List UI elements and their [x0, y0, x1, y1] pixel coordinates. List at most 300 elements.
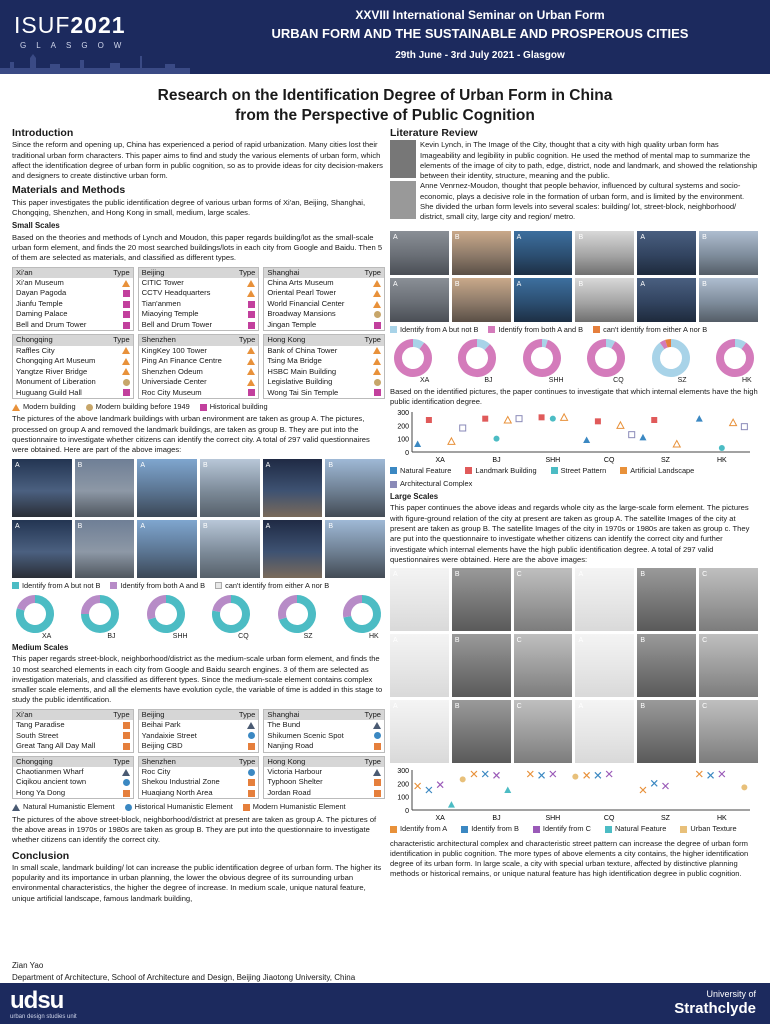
legend-swatch-icon	[461, 826, 468, 833]
place-name: Roc City	[141, 766, 171, 776]
donut-chart	[519, 338, 565, 384]
table-row	[264, 288, 384, 299]
table-row	[13, 320, 133, 331]
photo-tile	[699, 278, 758, 322]
donut-slice	[398, 343, 428, 373]
udsu-logo: udsu	[10, 987, 64, 1014]
photo-label: B	[203, 461, 208, 469]
donut-chart	[712, 338, 758, 384]
right-photos	[390, 231, 758, 322]
legend-item	[620, 466, 694, 476]
table-row	[139, 741, 259, 752]
place-name: Chaotianmen Wharf	[16, 766, 84, 776]
photo-label: A	[140, 461, 145, 469]
legend-label: Identify from B	[471, 824, 519, 834]
place-name: Legislative Building	[267, 377, 333, 387]
place-name: Jordan Road	[267, 787, 311, 797]
modern-marker-icon	[248, 790, 255, 797]
y-tick-label: 100	[397, 436, 409, 444]
data-point	[584, 773, 590, 779]
photo-tile	[514, 231, 573, 275]
table-row	[139, 367, 259, 378]
donut-slice	[462, 343, 492, 373]
photo-tile	[699, 700, 758, 763]
table-row	[13, 767, 133, 778]
photo-label: C	[516, 571, 522, 579]
legend-swatch-icon	[620, 467, 627, 474]
data-point	[550, 771, 556, 777]
photo-tile	[390, 700, 449, 763]
photo-label: B	[640, 703, 645, 711]
photo-tile	[200, 459, 260, 517]
photo-label: A	[393, 571, 398, 579]
place-name: Raffles City	[16, 345, 55, 355]
data-point	[606, 771, 612, 777]
city-table	[138, 709, 260, 753]
table-row	[264, 367, 384, 378]
legend-swatch-icon	[551, 467, 558, 474]
chart-legend	[390, 466, 758, 490]
photo-tile	[637, 700, 696, 763]
historical-marker-icon	[248, 311, 255, 318]
table-row	[13, 741, 133, 752]
modern-marker-icon	[248, 743, 255, 750]
photo-label: A	[393, 637, 398, 645]
y-tick-label: 300	[397, 409, 409, 417]
photo-label: B	[77, 522, 83, 530]
legend-label: Architectural Complex	[400, 478, 473, 488]
legend-swatch-icon	[390, 481, 397, 488]
photo-label: A	[393, 233, 398, 241]
data-point	[426, 417, 432, 423]
table-type-header: Type	[364, 709, 382, 719]
data-point	[640, 787, 646, 793]
data-point	[651, 417, 657, 423]
place-name: Shekou Industrial Zone	[141, 777, 220, 787]
small-text2: The pictures of the above landmark buildings with urban environment are taken as group A. The pictures, processed on group A and removed the landmark buildings, are taken as group B. They are put into the questionnaire to investigate whether citizens can identify the correct city. A total of 297 valid questionnaires were obtained. Here are part of the above images:	[12, 414, 370, 455]
author-block	[12, 960, 355, 984]
element-chart	[390, 408, 758, 490]
legend-item	[390, 479, 472, 489]
photo-tile	[514, 634, 573, 697]
place-name: Daming Palace	[16, 309, 68, 319]
moudon-block	[390, 181, 758, 222]
place-name: Jingan Temple	[267, 319, 317, 329]
modern-marker-icon	[373, 368, 381, 375]
lynch-text: Kevin Lynch, in The Image of the City, thought that a city with high quality urban form has Imageability and legibility in public cognition. He used the method of mental map to summarize the elements of the image of city to path, edge, district, node and landmark, and showed the relationship between their identity, structure, meaning and the public.	[420, 140, 758, 181]
place-name: Tang Paradise	[16, 720, 65, 730]
legend-swatch-icon	[465, 467, 472, 474]
modern-marker-icon	[247, 379, 255, 386]
right-donuts	[390, 338, 758, 384]
photo-label: B	[640, 637, 645, 645]
materials-text: This paper investigates the public identification degree of various urban forms of Xi'an, Beijing, Shanghai, Chongqing, Shenzhen, and Hong Kong in small, medium, large scales.	[12, 197, 366, 218]
data-point	[539, 414, 545, 420]
modern-marker-icon	[122, 280, 130, 287]
modern-marker-icon	[122, 347, 130, 354]
table-city: Hong Kong	[267, 335, 306, 345]
right-donut-legend: Identify from A but not B Identify from both A and B can't identify from either A nor B	[390, 325, 758, 335]
donut-city-label: XA	[42, 632, 52, 640]
y-tick-label: 100	[397, 794, 409, 802]
modern-marker-icon	[373, 280, 381, 287]
photo-label: C	[516, 703, 522, 711]
photo-tile	[137, 459, 197, 517]
photo-label: A	[15, 522, 20, 530]
place-name: Wong Tai Sin Temple	[267, 387, 339, 397]
donut-city-label: SZ	[303, 632, 313, 640]
donut-chart	[208, 594, 254, 640]
data-point	[539, 773, 545, 779]
photo-label: A	[578, 637, 584, 645]
data-point	[639, 433, 646, 440]
photo-tile	[390, 231, 449, 275]
table-row	[139, 767, 259, 778]
place-name: Tsing Ma Bridge	[267, 356, 322, 366]
conclusion-text-cont: characteristic architectural complex and characteristic street pattern can increase the degree of urban form identification in public cognition. The more types of above elements a city contains, the higher identification degree of its urban form. In large scale, a city with special urban texture, affected by distinctive planning methods or historical remains, or unique natural feature has high identification degree in public cognition.	[390, 838, 749, 879]
x-tick-label: HK	[716, 815, 727, 823]
city-table	[138, 267, 260, 332]
donut-slice	[347, 599, 362, 617]
natural-marker-icon	[373, 722, 381, 729]
table-row	[13, 288, 133, 299]
small-text: Based on the theories and methods of Lynch and Moudon, this paper regards building/lot as the small-scale urban form element, and finds the 20 most searched buildings/lots in each city from Google and Baidu. Then 5 of them are selected as materials, and classified as different types.	[12, 232, 383, 263]
large-chart	[390, 766, 758, 834]
place-name: Typhoon Shelter	[267, 777, 323, 787]
donut-city-label: SHH	[172, 632, 188, 640]
table-row	[13, 731, 133, 742]
place-name: Yandaixie Street	[141, 730, 197, 740]
legend-item	[533, 824, 591, 834]
photo-tile	[390, 278, 449, 322]
legend-label: Artificial Landscape	[630, 465, 695, 475]
table-row	[13, 278, 133, 289]
photo-tile	[699, 634, 758, 697]
photo-tile	[12, 520, 72, 578]
table-row	[264, 320, 384, 331]
place-name: Huguang Guild Hall	[16, 387, 82, 397]
isuf-logo: ISUF2021	[14, 12, 126, 38]
city-table	[12, 334, 134, 399]
legend-item	[551, 466, 607, 476]
table-row	[264, 388, 384, 399]
legend-label: Identify from A	[400, 824, 448, 834]
photo-label: B	[454, 280, 460, 288]
table-row	[264, 346, 384, 357]
x-tick-label: XA	[435, 456, 445, 464]
conclusion-heading: Conclusion	[12, 849, 70, 862]
natural-marker-icon	[373, 769, 381, 776]
table-type-header: Type	[364, 335, 382, 345]
natural-marker-icon	[247, 722, 255, 729]
photo-label: A	[393, 280, 398, 288]
table-row	[264, 299, 384, 310]
chart-legend	[390, 824, 758, 834]
donut-city-label: SZ	[677, 376, 687, 384]
table-row	[139, 777, 259, 788]
photo-tile	[514, 278, 573, 322]
y-tick-label: 200	[397, 422, 409, 430]
table-row	[13, 720, 133, 731]
place-name: Great Tang All Day Mall	[16, 741, 96, 751]
donut-chart	[143, 594, 189, 640]
data-point	[719, 771, 725, 777]
x-tick-label: SZ	[661, 815, 670, 823]
lynch-block	[390, 140, 758, 181]
data-point	[572, 774, 578, 780]
photo-tile	[637, 231, 696, 275]
data-point	[448, 437, 455, 444]
donut-city-label: CQ	[238, 632, 249, 640]
photo-label: B	[454, 571, 460, 579]
table-type-header: Type	[364, 267, 382, 277]
photo-tile	[452, 568, 511, 631]
photo-label: A	[393, 703, 398, 711]
place-name: Roc City Museum	[141, 387, 202, 397]
data-point	[494, 435, 500, 441]
photo-label: B	[578, 280, 584, 288]
data-point	[696, 415, 703, 422]
place-name: Universiade Center	[141, 377, 207, 387]
donut-slice	[21, 599, 35, 609]
place-name: Bell and Drum Tower	[16, 319, 87, 329]
udsu-subtitle: urban design studies unit	[10, 1014, 77, 1020]
table-type-header: Type	[238, 709, 256, 719]
data-point	[471, 771, 477, 777]
modern-marker-icon	[247, 368, 255, 375]
place-name: Jianfu Temple	[16, 298, 63, 308]
photo-tile	[637, 634, 696, 697]
legend-label: Natural Feature	[614, 824, 667, 834]
place-name: Nanjing Road	[267, 741, 314, 751]
moudon-portrait	[390, 181, 416, 219]
pre1949-marker-icon	[374, 311, 381, 318]
photo-label: A	[640, 280, 645, 288]
photo-tile	[514, 568, 573, 631]
legend-label: Identify from C	[542, 824, 591, 834]
photo-tile	[699, 231, 758, 275]
right-mid-text: Based on the identified pictures, the paper continues to investigate that which internal elements have the high public identification degree.	[390, 386, 758, 407]
place-name: South Street	[16, 730, 59, 740]
historical-marker-icon	[248, 301, 255, 308]
photo-tile	[452, 700, 511, 763]
photo-tile	[12, 459, 72, 517]
table-type-header: Type	[238, 267, 256, 277]
table-type-header: Type	[113, 267, 130, 277]
donut-city-label: BJ	[484, 376, 493, 384]
city-table	[138, 334, 260, 399]
data-point	[426, 787, 432, 793]
place-name: The Bund	[267, 720, 301, 730]
data-point	[719, 445, 725, 451]
place-name: Beijing CBD	[141, 741, 183, 751]
photo-tile	[452, 278, 511, 322]
data-point	[730, 419, 737, 426]
photo-tile	[637, 278, 696, 322]
data-point	[583, 436, 590, 443]
city-table	[263, 709, 385, 753]
table-row	[13, 309, 133, 320]
intro-text: Since the reform and opening up, China has experienced a period of rapid urbanization. Many cities lost their traditional urban form characters. This paper aims to find and study the various elements of urban form, which affect the identification degree of urban form in public cognition, so as to provide ideas for city decision-makers and designers to create distinctive urban form.	[12, 140, 383, 181]
donut-city-label: SHH	[548, 376, 564, 384]
logo-city: GLASGOW	[20, 41, 132, 50]
pre1949-marker-icon	[374, 379, 381, 386]
table-row	[264, 731, 384, 742]
place-name: World Financial Center	[267, 298, 345, 308]
photo-label: B	[454, 233, 460, 241]
x-tick-label: CQ	[603, 815, 615, 823]
photo-label: B	[77, 461, 83, 469]
small-photos	[12, 459, 385, 578]
modern-marker-icon	[374, 790, 381, 797]
small-tables	[12, 267, 385, 400]
donut-slice	[85, 599, 100, 614]
date-line: 29th June - 3rd July 2021 - Glasgow	[395, 50, 565, 61]
data-point	[550, 415, 556, 421]
place-name: Victoria Harbour	[267, 766, 323, 776]
donut-slice	[527, 343, 557, 373]
right-column	[390, 128, 758, 880]
photo-tile	[637, 568, 696, 631]
y-tick-label: 200	[397, 781, 409, 789]
data-point	[482, 771, 488, 777]
table-city: Beijing	[141, 267, 165, 277]
place-name: Xi'an Museum	[16, 277, 64, 287]
legend-label: Urban Texture	[690, 824, 737, 834]
data-point	[516, 415, 522, 421]
table-city: Chongqing	[16, 756, 53, 766]
table-row	[264, 720, 384, 731]
medium-text2: The pictures of the above street-block, neighborhood/district at present are taken as group A. The pictures of the above areas in 1970s or 1980s are taken as group B. They are put into the questionnaire to investigate whether citizens can identify the correct city.	[12, 814, 377, 845]
place-name: KingKey 100 Tower	[141, 345, 207, 355]
table-city: Shanghai	[267, 267, 300, 277]
donut-slice	[662, 344, 666, 346]
theme-line: URBAN FORM AND THE SUSTAINABLE AND PROSPEROUS CITIES	[271, 26, 689, 41]
x-tick-label: CQ	[603, 456, 615, 464]
table-row	[264, 767, 384, 778]
modern-marker-icon	[373, 358, 381, 365]
donut-slice	[656, 343, 686, 373]
table-row	[139, 309, 259, 320]
x-tick-label: HK	[716, 456, 727, 464]
x-tick-label: XA	[435, 815, 445, 823]
y-tick-label: 0	[405, 449, 409, 457]
photo-tile	[575, 278, 634, 322]
photo-tile	[699, 568, 758, 631]
modern-marker-icon	[247, 280, 255, 287]
historical-marker-icon	[123, 389, 130, 396]
table-type-header: Type	[113, 756, 130, 766]
place-name: Shenzhen Odeum	[141, 366, 203, 376]
moudon-text: Anne Venrnez-Moudon, thought that people behavior, influenced by cultural systems and socio-economic, plays a decisive role in the formation of urban form, and is limited by the environment. She divided the urban form levels into several scales: building/ lot, street-block, neighborhood/ district, small city, large city and region/ metro.	[420, 181, 745, 222]
table-row	[139, 288, 259, 299]
photo-tile	[390, 568, 449, 631]
university-name: Strathclyde	[674, 1000, 756, 1017]
donut-slice	[151, 599, 166, 619]
data-point	[494, 773, 500, 779]
table-row	[264, 309, 384, 320]
data-point	[504, 787, 511, 794]
historical-marker-icon	[248, 732, 255, 739]
table-row	[139, 356, 259, 367]
donut-slice	[282, 599, 297, 619]
historical-marker-icon	[248, 389, 255, 396]
modern-marker-icon	[123, 743, 130, 750]
table-row	[139, 731, 259, 742]
photo-label: B	[702, 280, 707, 288]
donut-city-label: HK	[368, 632, 379, 640]
left-column	[12, 128, 385, 904]
city-table	[12, 756, 134, 800]
historical-marker-icon	[123, 779, 130, 786]
data-point	[595, 773, 601, 779]
x-tick-label: SHH	[545, 815, 561, 823]
data-point	[460, 777, 466, 783]
data-point	[741, 423, 747, 429]
footer-banner	[0, 983, 770, 1024]
legend-swatch-icon	[390, 467, 397, 474]
historical-marker-icon	[123, 311, 130, 318]
donut-chart	[648, 338, 694, 384]
modern-marker-icon	[374, 743, 381, 750]
legend-label: Landmark Building	[475, 465, 537, 475]
donut-slice	[606, 343, 613, 345]
data-point	[437, 782, 443, 788]
city-table	[263, 756, 385, 800]
city-table	[12, 709, 134, 753]
table-city: Hong Kong	[267, 756, 306, 766]
historical-marker-icon	[374, 389, 381, 396]
photo-tile	[575, 231, 634, 275]
data-point	[414, 440, 421, 447]
table-row	[13, 367, 133, 378]
place-name: Bell and Drum Tower	[141, 319, 213, 329]
poster-title: Research on the Identification Degree of Urban Form in China from the Perspective of Public Cognition	[157, 87, 613, 124]
donut-slice	[216, 599, 231, 611]
table-type-header: Type	[238, 756, 256, 766]
materials-heading: Materials and Methods	[12, 184, 126, 197]
photo-tile	[575, 634, 634, 697]
photo-label: A	[640, 233, 645, 241]
data-point	[629, 431, 635, 437]
historical-marker-icon	[123, 301, 130, 308]
table-row	[264, 788, 384, 799]
donut-city-label: HK	[741, 376, 752, 384]
legend-label: Natural Feature	[400, 465, 452, 475]
photo-label: B	[328, 522, 333, 530]
y-tick-label: 300	[397, 768, 409, 776]
data-point	[617, 421, 624, 428]
header-banner	[0, 0, 770, 74]
photo-label: B	[203, 522, 208, 530]
table-row	[13, 388, 133, 399]
table-type-header: Type	[113, 335, 130, 345]
historical-marker-icon	[248, 322, 255, 329]
historical-marker-icon	[123, 322, 130, 329]
place-name: Hong Ya Dong	[16, 787, 66, 797]
donut-chart	[583, 338, 629, 384]
historical-marker-icon	[374, 732, 381, 739]
photo-label: B	[578, 233, 584, 241]
modern-marker-icon	[374, 779, 381, 786]
table-row	[264, 777, 384, 788]
historical-marker-icon	[123, 290, 130, 297]
table-row	[139, 299, 259, 310]
modern-marker-icon	[247, 347, 255, 354]
modern-marker-icon	[122, 368, 130, 375]
photo-label: A	[265, 461, 271, 469]
lynch-portrait	[390, 140, 416, 178]
